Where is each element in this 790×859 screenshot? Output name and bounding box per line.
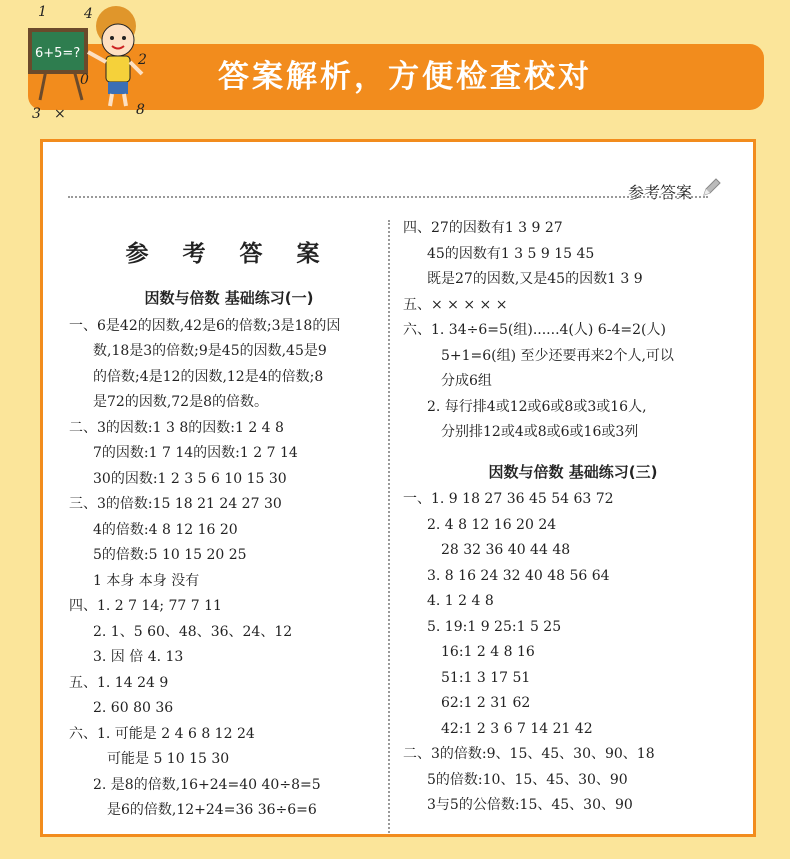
answer-line: 六、1. 34÷6=5(组)......4(人) 6-4=2(人) [403,322,666,338]
right-column [403,216,743,819]
answer-line: 是6的倍数,12+24=36 36÷6=6 [107,802,317,818]
answer-line: 4的倍数:4 8 12 16 20 [93,521,238,538]
answer-line: 16:1 2 4 8 16 [441,644,535,660]
answer-line: 5的倍数:10、15、45、30、90 [427,771,628,788]
answer-line: 四、27的因数有1 3 9 27 [403,220,563,236]
answer-line: 既是27的因数,又是45的因数1 3 9 [427,271,643,287]
answer-line: 一、6是42的因数,42是6的倍数;3是18的因 [69,317,341,334]
digit-x: × [54,106,66,122]
answer-line: 3. 8 16 24 32 40 48 56 64 [427,567,610,584]
section-title-3: 因数与倍数 基础练习(三) [488,462,658,481]
left-column [69,226,389,824]
answer-panel [40,139,756,837]
answer-line: 2. 是8的倍数,16+24=40 40÷8=5 [93,776,321,793]
board-text: 6+5=? [35,46,81,61]
answer-line: 1 本身 本身 没有 [93,572,200,589]
reference-tab-label: 参考答案 [628,183,693,202]
answer-line: 4. 1 2 4 8 [427,593,494,609]
digit-1: 1 [38,4,47,20]
answer-line: 2. 1、5 60、48、36、24、12 [93,623,293,640]
answer-line: 是72的因数,72是8的倍数。 [93,394,268,410]
answer-line: 的倍数;4是12的因数,12是4的倍数;8 [93,368,324,385]
top-divider [68,196,708,198]
answer-line: 六、1. 可能是 2 4 6 8 12 24 [69,725,255,742]
banner-title: 答案解析，方便检查校对 [218,59,592,95]
digit-4: 4 [84,6,93,22]
digit-0: 0 [80,72,89,88]
answer-line: 45的因数有1 3 5 9 15 45 [427,245,595,262]
answer-line: 三、3的倍数:15 18 21 24 27 30 [69,496,282,512]
answer-line: 分成6组 [441,373,492,389]
answer-line: 可能是 5 10 15 30 [107,751,230,767]
answer-line: 数,18是3的倍数;9是45的因数,45是9 [93,343,327,359]
answer-line: 3与5的公倍数:15、45、30、90 [427,797,633,813]
boy-figure [88,6,142,106]
answer-line: 28 32 36 40 44 48 [441,542,571,558]
answer-line: 四、1. 2 7 14; 77 7 11 [69,598,222,614]
answer-line: 5的倍数:5 10 15 20 25 [93,547,247,563]
reference-tab [628,176,723,203]
answer-line: 7的因数:1 7 14的因数:1 2 7 14 [93,445,298,461]
answer-line: 二、3的因数:1 3 8的因数:1 2 4 8 [69,419,284,436]
answer-line: 2. 每行排4或12或6或8或3或16人, [427,398,647,415]
digit-8: 8 [136,102,145,118]
digit-3: 3 [32,106,41,122]
answer-line: 二、3的倍数:9、15、45、30、90、18 [403,746,655,762]
mascot-illustration [16,0,166,130]
answer-line: 五、× × × × × [403,296,508,313]
page-title: 参 考 答 案 [125,241,333,267]
answer-line: 42:1 2 3 6 7 14 21 42 [441,720,593,737]
answer-line: 五、1. 14 24 9 [69,674,169,691]
pencil-icon [701,176,723,202]
answer-line: 62:1 2 31 62 [441,695,531,711]
answer-line: 3. 因 倍 4. 13 [93,649,184,665]
answer-line: 一、1. 9 18 27 36 45 54 63 72 [403,491,614,507]
answer-line: 2. 60 80 36 [93,700,174,716]
digit-2: 2 [138,52,147,68]
answer-line: 5. 19:1 9 25:1 5 25 [427,618,562,635]
section-title-1: 因数与倍数 基础练习(一) [144,289,314,307]
chalkboard [30,30,86,100]
answer-line: 51:1 3 17 51 [441,669,531,686]
answer-line: 2. 4 8 12 16 20 24 [427,516,557,533]
answer-line: 30的因数:1 2 3 5 6 10 15 30 [93,470,287,487]
answer-line: 5+1=6(组) 至少还要再来2个人,可以 [441,347,674,364]
answer-line: 分别排12或4或8或6或16或3列 [441,424,639,440]
